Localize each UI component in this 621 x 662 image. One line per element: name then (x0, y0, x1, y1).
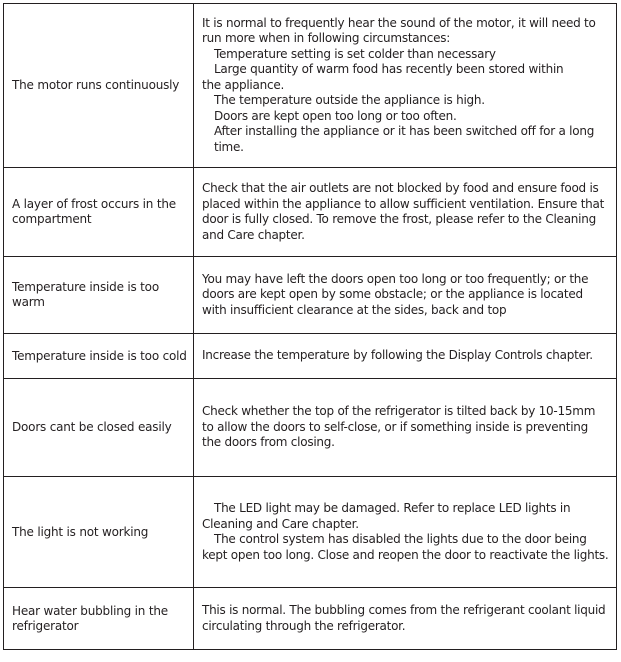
table-row (4, 379, 617, 477)
problem-cell: Doors cant be closed easily (4, 379, 194, 477)
solution-cell: This is normal. The bubbling comes from the refrigerant coolant liquid circulating through the refrigerator. (194, 588, 617, 650)
solution-cell (194, 4, 617, 168)
problem-cell: Hear water bubbling in the refrigerator (4, 588, 194, 650)
solution-cell: Check whether the top of the refrigerator is tilted back by 10-15mm to allow the doors to self-close, or if something inside is preventing the doors from closing. (194, 379, 617, 477)
problem-cell: The light is not working (4, 477, 194, 588)
problem-cell: Temperature inside is too cold (4, 334, 194, 379)
solution-item: Temperature setting is set colder than necessary (214, 46, 496, 61)
solution-item: The control system has disabled the lights due to the door being (214, 532, 587, 546)
solution-item-continuation: Cleaning and Care chapter. (202, 516, 359, 531)
problem-cell: A layer of frost occurs in the compartment (4, 168, 194, 257)
problem-cell: Temperature inside is too warm (4, 257, 194, 334)
problem-cell: The motor runs continuously (4, 4, 194, 168)
solution-cell: You may have left the doors open too long or too frequently; or the doors are kept open by some obstacle; or the appliance is located with insufficient clearance at the sides, back and top (194, 257, 617, 334)
table-row (4, 257, 617, 334)
solution-intro: It is normal to frequently hear the sound of the motor, it will need to run more when in following circumstances: (202, 15, 596, 46)
table-row (4, 588, 617, 650)
table-row (4, 334, 617, 379)
solution-cell (194, 477, 617, 588)
solution-item: The temperature outside the appliance is high. (214, 93, 485, 108)
solution-item: Large quantity of warm food has recently been stored within (214, 62, 564, 77)
solution-item-continuation: the appliance. (202, 77, 285, 92)
solution-item: The LED light may be damaged. Refer to replace LED lights in (214, 501, 571, 515)
table-row (4, 168, 617, 257)
table-row (4, 477, 617, 588)
solution-cell: Check that the air outlets are not blocked by food and ensure food is placed within the appliance to allow sufficient ventilation. Ensure that door is fully closed. To remove the frost, please refer to the Cleaning and Care chapter. (194, 168, 617, 257)
table-row (4, 4, 617, 168)
solution-item: Doors are kept open too long or too often. (214, 108, 457, 123)
solution-cell: Increase the temperature by following the Display Controls chapter. (194, 334, 617, 379)
troubleshooting-table (3, 3, 617, 650)
solution-item-continuation: kept open too long. Close and reopen the door to reactivate the lights. (202, 547, 609, 562)
solution-item: After installing the appliance or it has been switched off for a long time. (214, 124, 595, 154)
